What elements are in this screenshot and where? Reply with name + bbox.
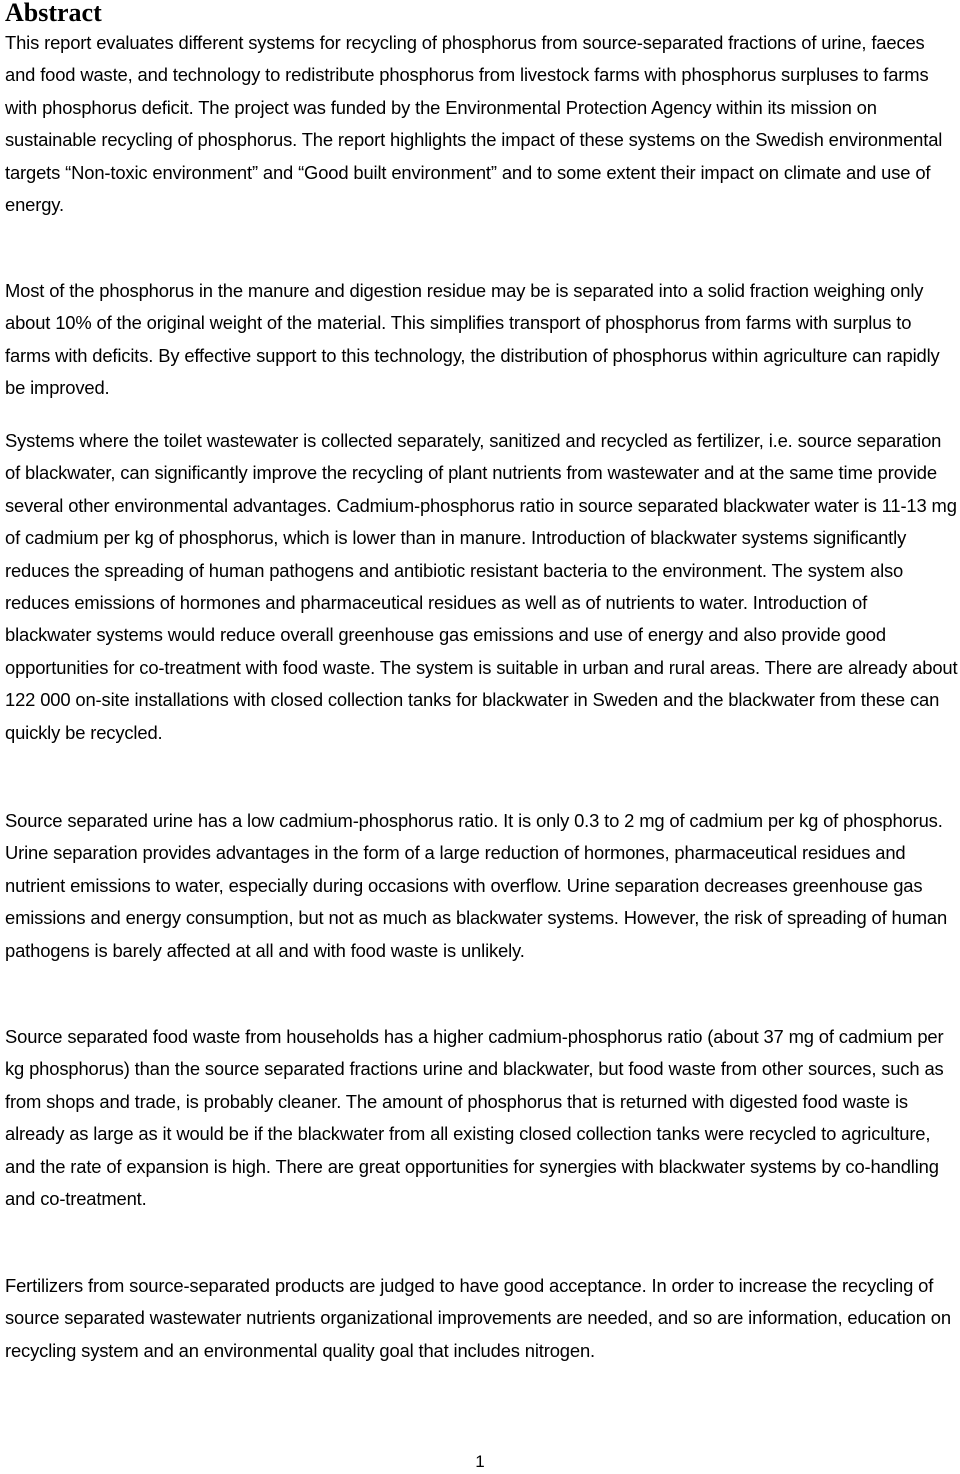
page-title: Abstract [5,0,102,27]
abstract-paragraph-1: This report evaluates different systems for recycling of phosphorus from source-separated fractions of urine, faeces and food waste, and technology to redistribute phosphorus from livestock farms with phosphorus surpluses to farms with phosphorus deficit. The project was funded by the Environmental Protection Agency within its mission on sustainable recycling of phosphorus. The report highlights the impact of these systems on the Swedish environmental targets “Non-toxic environment” and “Good built environment” and to some extent their impact on climate and use of energy. [5,32,943,216]
abstract-paragraph-5: Source separated food waste from households has a higher cadmium-phosphorus ratio (about 37 mg of cadmium per kg phosphorus) than the source separated fractions urine and blackwater, but food waste from other sources, such as from shops and trade, is probably cleaner. The amount of phosphorus that is returned with digested food waste is already as large as it would be if the blackwater from all existing closed collection tanks were recycled to agriculture, and the rate of expansion is high. There are great opportunities for synergies with blackwater systems by co-handling and co-treatment. [5,1026,944,1210]
abstract-paragraph-2: Most of the phosphorus in the manure and digestion residue may be is separated into a solid fraction weighing only about 10% of the original weight of the material. This simplifies transport of phosphorus from farms with surplus to farms with deficits. By effective support to this technology, the distribution of phosphorus within agriculture can rapidly be improved. [5,280,940,399]
document-page [5,0,958,1361]
abstract-paragraph-3: Systems where the toilet wastewater is collected separately, sanitized and recycled as fertilizer, i.e. source separation of blackwater, can significantly improve the recycling of plant nutrients from wastewater and at the same time provide several other environmental advantages. Cadmium-phosphorus ratio in source separated blackwater water is 11-13 mg of cadmium per kg of phosphorus, which is lower than in manure. Introduction of blackwater systems significantly reduces the spreading of human pathogens and antibiotic resistant bacteria to the environment. The system also reduces emissions of hormones and pharmaceutical residues as well as of nutrients to water. Introduction of blackwater systems would reduce overall greenhouse gas emissions and use of energy and also provide good opportunities for co-treatment with food waste. The system is suitable in urban and rural areas. There are already about 122 000 on-site installations with closed collection tanks for blackwater in Sweden and the blackwater from these can quickly be recycled. [5,430,958,743]
page-number: 1 [475,1452,485,1471]
abstract-paragraph-4: Source separated urine has a low cadmium-phosphorus ratio. It is only 0.3 to 2 mg of cadmium per kg of phosphorus. Urine separation provides advantages in the form of a large reduction of hormones, pharmaceutical residues and nutrient emissions to water, especially during occasions with overflow. Urine separation decreases greenhouse gas emissions and energy consumption, but not as much as blackwater systems. However, the risk of spreading of human pathogens is barely affected at all and with food waste is unlikely. [5,810,948,961]
abstract-paragraph-6: Fertilizers from source-separated products are judged to have good acceptance. In order to increase the recycling of source separated wastewater nutrients organizational improvements are needed, and so are information, education on recycling system and an environmental quality goal that includes nitrogen. [5,1275,951,1361]
